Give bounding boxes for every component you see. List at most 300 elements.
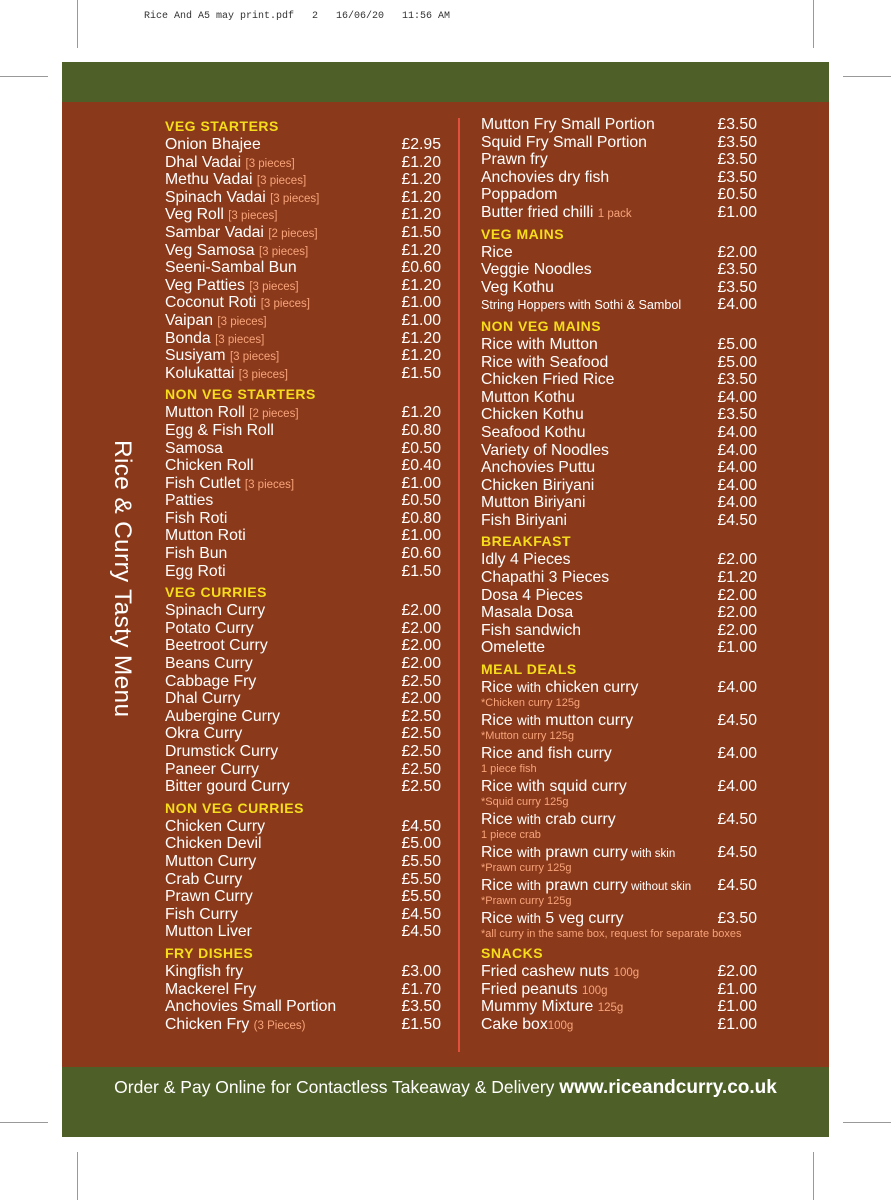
item-name: Okra Curry bbox=[165, 725, 243, 743]
menu-item bbox=[481, 186, 757, 204]
menu-item bbox=[165, 154, 441, 172]
item-note: [2 pieces] bbox=[268, 227, 318, 240]
footer-banner bbox=[62, 1074, 829, 1101]
item-name: Mummy Mixture bbox=[481, 998, 598, 1016]
menu-item bbox=[165, 1016, 441, 1034]
meal-name: Rice bbox=[481, 811, 517, 829]
item-price: £1.00 bbox=[717, 203, 757, 221]
item-name: Kolukattai bbox=[165, 364, 239, 382]
menu-item bbox=[481, 424, 757, 442]
meal-deal-item bbox=[481, 844, 757, 875]
menu-item bbox=[481, 604, 757, 622]
menu-item bbox=[165, 690, 441, 708]
item-name: Veggie Noodles bbox=[481, 261, 592, 279]
meal-deal-line bbox=[481, 811, 757, 829]
item-price: £4.00 bbox=[717, 388, 757, 406]
item-price: £1.50 bbox=[401, 1015, 441, 1033]
item-price: £1.20 bbox=[401, 188, 441, 206]
item-price: £1.00 bbox=[401, 294, 441, 312]
item-price: £2.50 bbox=[401, 672, 441, 690]
section-gap bbox=[165, 1033, 441, 1035]
item-name: Potato Curry bbox=[165, 619, 254, 637]
item-note: 100g bbox=[547, 1019, 574, 1032]
menu-item bbox=[165, 545, 441, 563]
item-note: [3 pieces] bbox=[258, 245, 309, 258]
item-name: Rice with Mutton bbox=[481, 335, 598, 353]
item-price: £0.80 bbox=[401, 509, 441, 527]
item-name: Fish Curry bbox=[165, 905, 238, 923]
menu-item bbox=[481, 998, 757, 1016]
section-heading: NON VEG STARTERS bbox=[165, 386, 316, 403]
item-name: Egg Roti bbox=[165, 562, 226, 580]
item-note: [3 pieces] bbox=[270, 192, 320, 205]
item-price: £1.20 bbox=[401, 171, 441, 189]
item-note: [3 pieces] bbox=[217, 315, 267, 328]
item-price: £2.50 bbox=[401, 725, 441, 743]
section-heading: NON VEG MAINS bbox=[481, 317, 602, 334]
menu-item bbox=[165, 330, 441, 348]
meal-note: 1 piece fish bbox=[481, 763, 537, 776]
item-name: Cabbage Fry bbox=[165, 672, 257, 690]
item-price: £1.00 bbox=[401, 311, 441, 329]
item-name: Mutton Roti bbox=[165, 527, 246, 545]
meal-deal-line bbox=[481, 712, 757, 730]
section-heading: VEG CURRIES bbox=[165, 584, 267, 601]
top-green-band bbox=[62, 62, 829, 102]
menu-item bbox=[481, 981, 757, 999]
footer-text: Order & Pay Online for Contactless Takeaway & Delivery bbox=[114, 1077, 560, 1097]
menu-item bbox=[165, 620, 441, 638]
item-name: Chicken Devil bbox=[165, 835, 262, 853]
menu-item bbox=[165, 527, 441, 545]
meal-name-with: with bbox=[517, 812, 542, 828]
item-price: £3.50 bbox=[717, 168, 757, 186]
menu-item bbox=[481, 442, 757, 460]
item-price: £2.00 bbox=[717, 586, 757, 604]
item-price: £2.00 bbox=[401, 619, 441, 637]
item-name: Chicken Roll bbox=[165, 457, 254, 475]
item-name: Coconut Roti bbox=[165, 294, 261, 312]
column-divider bbox=[458, 118, 460, 1052]
crop-mark bbox=[813, 1152, 814, 1200]
menu-item bbox=[481, 389, 757, 407]
menu-item bbox=[481, 406, 757, 424]
menu-item bbox=[165, 778, 441, 796]
meal-deal-item bbox=[481, 745, 757, 776]
menu-item bbox=[481, 963, 757, 981]
item-name: Beetroot Curry bbox=[165, 637, 268, 655]
meal-price: £4.00 bbox=[717, 745, 757, 763]
item-name: Prawn Curry bbox=[165, 888, 253, 906]
item-name: Chapathi 3 Pieces bbox=[481, 569, 610, 587]
meal-name-rest: chicken curry bbox=[541, 679, 639, 697]
item-name: Samosa bbox=[165, 439, 223, 457]
item-price: £1.50 bbox=[401, 562, 441, 580]
item-price: £1.00 bbox=[401, 527, 441, 545]
item-name: Chicken Fried Rice bbox=[481, 371, 615, 389]
meal-deal-line bbox=[481, 745, 757, 763]
item-name: Dhal Vadai bbox=[165, 153, 246, 171]
meal-name-with: with bbox=[517, 680, 542, 696]
item-price: £1.20 bbox=[401, 241, 441, 259]
meal-name-with: with bbox=[517, 911, 542, 927]
right-column bbox=[481, 116, 757, 1033]
item-price: £1.00 bbox=[401, 474, 441, 492]
item-name: Masala Dosa bbox=[481, 604, 574, 622]
menu-item bbox=[165, 171, 441, 189]
item-price: £3.50 bbox=[717, 406, 757, 424]
item-price: £4.50 bbox=[401, 905, 441, 923]
meal-deal-item bbox=[481, 778, 757, 809]
pdf-print-header: Rice And A5 may print.pdf 2 16/06/20 11:56 AM bbox=[144, 11, 451, 22]
menu-item bbox=[481, 494, 757, 512]
item-price: £3.50 bbox=[717, 278, 757, 296]
item-note: [3 pieces] bbox=[260, 298, 310, 311]
item-note: 100g bbox=[613, 967, 640, 980]
item-name: Fried peanuts bbox=[481, 980, 582, 998]
menu-item bbox=[165, 312, 441, 330]
item-name: Veg Roll bbox=[165, 206, 229, 224]
meal-deal-line bbox=[481, 910, 757, 928]
item-price: £1.20 bbox=[401, 153, 441, 171]
item-note: [2 pieces] bbox=[249, 408, 299, 421]
item-price: £5.00 bbox=[717, 353, 757, 371]
menu-item bbox=[165, 440, 441, 458]
menu-item bbox=[481, 569, 757, 587]
item-name: Mutton Roll bbox=[165, 404, 250, 422]
item-name: Mutton Fry Small Portion bbox=[481, 116, 655, 133]
item-price: £1.70 bbox=[401, 980, 441, 998]
item-name: Beans Curry bbox=[165, 655, 253, 673]
menu-item bbox=[481, 622, 757, 640]
item-price: £1.50 bbox=[401, 223, 441, 241]
menu-item bbox=[481, 371, 757, 389]
menu-item bbox=[165, 347, 441, 365]
crop-mark bbox=[77, 0, 78, 48]
item-name: Prawn fry bbox=[481, 151, 548, 169]
item-name: Anchovies dry fish bbox=[481, 168, 610, 186]
menu-item bbox=[165, 365, 441, 383]
menu-item bbox=[165, 963, 441, 981]
crop-mark bbox=[843, 76, 891, 77]
menu-item bbox=[481, 116, 757, 134]
item-price: £1.00 bbox=[717, 1015, 757, 1033]
meal-deal-line bbox=[481, 844, 757, 862]
menu-item bbox=[165, 259, 441, 277]
meal-deal-line bbox=[481, 778, 757, 796]
item-price: £1.20 bbox=[401, 347, 441, 365]
item-note: [3 pieces] bbox=[249, 280, 299, 293]
item-name: Onion Bhajee bbox=[165, 136, 261, 153]
item-price: £3.50 bbox=[717, 116, 757, 133]
item-price: £2.00 bbox=[717, 604, 757, 622]
menu-item bbox=[165, 206, 441, 224]
item-name: Omelette bbox=[481, 639, 546, 657]
item-price: £5.50 bbox=[401, 852, 441, 870]
menu-item bbox=[165, 743, 441, 761]
menu-item bbox=[165, 835, 441, 853]
menu-item bbox=[481, 261, 757, 279]
item-price: £5.50 bbox=[401, 888, 441, 906]
item-name: Fried cashew nuts bbox=[481, 963, 614, 981]
menu-item bbox=[481, 244, 757, 262]
item-note: [3 pieces] bbox=[256, 175, 307, 188]
meal-deal-line bbox=[481, 877, 757, 895]
item-price: £5.00 bbox=[401, 835, 441, 853]
item-price: £3.50 bbox=[717, 261, 757, 279]
item-price: £3.50 bbox=[401, 998, 441, 1016]
item-name: Mutton Kothu bbox=[481, 388, 575, 406]
meal-price: £4.50 bbox=[717, 844, 757, 862]
item-name: Mutton Liver bbox=[165, 923, 252, 941]
item-name: Seafood Kothu bbox=[481, 423, 586, 441]
menu-item bbox=[481, 459, 757, 477]
item-name: Susiyam bbox=[165, 347, 230, 365]
item-name: Butter fried chilli bbox=[481, 203, 598, 221]
item-price: £2.00 bbox=[717, 621, 757, 639]
item-name: Patties bbox=[165, 492, 214, 510]
item-price: £4.00 bbox=[717, 494, 757, 512]
menu-item bbox=[481, 279, 757, 297]
meal-deal-item bbox=[481, 910, 757, 941]
crop-mark bbox=[0, 1122, 48, 1123]
item-price: £1.20 bbox=[401, 404, 441, 422]
meal-name-rest: mutton curry bbox=[541, 712, 634, 730]
item-name: Chicken Curry bbox=[165, 817, 266, 835]
item-price: £2.95 bbox=[401, 136, 441, 153]
item-name: Variety of Noodles bbox=[481, 441, 609, 459]
menu-item bbox=[481, 169, 757, 187]
section-heading: SNACKS bbox=[481, 945, 544, 962]
menu-item bbox=[165, 998, 441, 1016]
item-price: £2.00 bbox=[717, 243, 757, 261]
item-price: £2.00 bbox=[717, 963, 757, 981]
item-note: 125g bbox=[597, 1002, 624, 1015]
meal-note: *Prawn curry 125g bbox=[481, 895, 572, 908]
item-price: £4.00 bbox=[717, 441, 757, 459]
item-price: £4.50 bbox=[401, 817, 441, 835]
item-name: Chicken Fry bbox=[165, 1015, 254, 1033]
menu-title: Rice & Curry Tasty Menu bbox=[109, 440, 136, 718]
item-note: 100g bbox=[581, 984, 608, 997]
meal-note: *Squid curry 125g bbox=[481, 796, 569, 809]
item-name: Chicken Kothu bbox=[481, 406, 584, 424]
menu-item bbox=[481, 639, 757, 657]
meal-price: £4.50 bbox=[717, 712, 757, 730]
item-name: Drumstick Curry bbox=[165, 743, 279, 760]
item-price: £2.00 bbox=[401, 637, 441, 655]
section-heading: FRY DISHES bbox=[165, 944, 254, 961]
item-price: £0.50 bbox=[401, 492, 441, 510]
meal-deal-item bbox=[481, 679, 757, 710]
meal-name-rest: prawn curry bbox=[541, 877, 628, 895]
item-price: £0.60 bbox=[401, 545, 441, 563]
menu-item bbox=[481, 336, 757, 354]
item-price: £3.50 bbox=[717, 151, 757, 169]
item-name: Dosa 4 Pieces bbox=[481, 586, 583, 604]
menu-item bbox=[481, 134, 757, 152]
section-heading: VEG STARTERS bbox=[165, 118, 279, 134]
item-price: £0.50 bbox=[401, 439, 441, 457]
item-name: Idly 4 Pieces bbox=[481, 551, 571, 569]
meal-name: Rice with squid curry bbox=[481, 778, 627, 796]
meal-note: *Mutton curry 125g bbox=[481, 730, 574, 743]
menu-item bbox=[481, 512, 757, 530]
meal-name-with: with bbox=[517, 713, 542, 729]
meal-note: *all curry in the same box, request for separate boxes bbox=[481, 928, 742, 941]
item-name: Dhal Curry bbox=[165, 690, 241, 708]
meal-name: Rice bbox=[481, 910, 517, 928]
item-price: £3.50 bbox=[717, 133, 757, 151]
item-price: £3.00 bbox=[401, 962, 441, 980]
menu-item bbox=[481, 587, 757, 605]
item-name: Veg Patties bbox=[165, 276, 250, 294]
item-name: Fish Cutlet bbox=[165, 474, 245, 492]
item-name: Squid Fry Small Portion bbox=[481, 133, 647, 151]
item-name: Fish Bun bbox=[165, 545, 228, 563]
item-name: Spinach Curry bbox=[165, 602, 266, 620]
meal-deal-line bbox=[481, 679, 757, 697]
item-name: Paneer Curry bbox=[165, 760, 259, 778]
meal-deal-item bbox=[481, 811, 757, 842]
menu-item bbox=[481, 1016, 757, 1034]
item-name: Aubergine Curry bbox=[165, 707, 281, 725]
item-price: £1.20 bbox=[717, 569, 757, 587]
item-name: Spinach Vadai bbox=[165, 188, 271, 206]
meal-name-tail: without skin bbox=[627, 881, 692, 894]
meal-deal-item bbox=[481, 712, 757, 743]
item-price: £4.00 bbox=[717, 476, 757, 494]
item-name: String Hoppers with Sothi & Sambol bbox=[481, 298, 682, 313]
menu-item bbox=[165, 923, 441, 941]
item-price: £4.50 bbox=[401, 923, 441, 941]
meal-name-rest: crab curry bbox=[541, 811, 616, 829]
item-name: Cake box bbox=[481, 1015, 548, 1033]
item-price: £4.50 bbox=[717, 511, 757, 529]
item-note: [3 pieces] bbox=[238, 368, 288, 381]
item-note: (3 Pieces) bbox=[253, 1019, 306, 1032]
item-price: £1.20 bbox=[401, 329, 441, 347]
left-column bbox=[165, 116, 441, 1035]
meal-note: 1 piece crab bbox=[481, 829, 541, 842]
menu-item bbox=[165, 725, 441, 743]
item-name: Fish Roti bbox=[165, 509, 228, 527]
meal-price: £4.00 bbox=[717, 679, 757, 697]
menu-item bbox=[165, 422, 441, 440]
meal-name-with: with bbox=[517, 845, 542, 861]
menu-item bbox=[165, 761, 441, 779]
item-price: £2.50 bbox=[401, 760, 441, 778]
item-name: Anchovies Small Portion bbox=[165, 998, 337, 1016]
item-name: Crab Curry bbox=[165, 870, 243, 888]
section-heading: MEAL DEALS bbox=[481, 661, 577, 678]
menu-item bbox=[481, 551, 757, 569]
crop-mark bbox=[77, 1152, 78, 1200]
item-price: £2.00 bbox=[717, 551, 757, 569]
crop-mark bbox=[843, 1122, 891, 1123]
meal-name: Rice and fish curry bbox=[481, 745, 612, 763]
meal-name: Rice bbox=[481, 679, 517, 697]
item-price: £2.50 bbox=[401, 707, 441, 725]
meal-price: £4.50 bbox=[717, 877, 757, 895]
item-name: Mutton Curry bbox=[165, 852, 257, 870]
meal-name: Rice bbox=[481, 877, 517, 895]
menu-item bbox=[165, 510, 441, 528]
menu-item bbox=[165, 242, 441, 260]
crop-mark bbox=[813, 0, 814, 48]
item-price: £2.50 bbox=[401, 778, 441, 796]
meal-name-tail: with skin bbox=[627, 848, 676, 861]
item-name: Sambar Vadai bbox=[165, 223, 269, 241]
item-name: Veg Samosa bbox=[165, 241, 259, 259]
meal-name: Rice bbox=[481, 712, 517, 730]
menu-item bbox=[165, 673, 441, 691]
item-name: Bitter gourd Curry bbox=[165, 778, 290, 796]
item-price: £4.00 bbox=[717, 423, 757, 441]
menu-item bbox=[165, 708, 441, 726]
item-price: £3.50 bbox=[717, 371, 757, 389]
item-price: £1.20 bbox=[401, 206, 441, 224]
menu-item bbox=[165, 906, 441, 924]
meal-name-rest: 5 veg curry bbox=[541, 910, 624, 928]
item-name: Veg Kothu bbox=[481, 278, 554, 296]
item-price: £2.00 bbox=[401, 655, 441, 673]
item-name: Seeni-Sambal Bun bbox=[165, 259, 297, 277]
item-name: Mutton Biriyani bbox=[481, 494, 586, 512]
item-name: Poppadom bbox=[481, 186, 558, 204]
item-name: Fish sandwich bbox=[481, 621, 582, 639]
item-price: £2.00 bbox=[401, 690, 441, 708]
meal-note: *Chicken curry 125g bbox=[481, 697, 581, 710]
menu-item bbox=[481, 151, 757, 169]
menu-item bbox=[165, 277, 441, 295]
menu-item bbox=[165, 294, 441, 312]
item-name: Mackerel Fry bbox=[165, 980, 257, 998]
item-name: Bonda bbox=[165, 329, 216, 347]
item-note: [3 pieces] bbox=[245, 157, 295, 170]
item-price: £0.50 bbox=[717, 186, 757, 204]
menu-item bbox=[165, 981, 441, 999]
item-note: [3 pieces] bbox=[229, 351, 280, 364]
item-price: £2.00 bbox=[401, 602, 441, 620]
item-note: [3 pieces] bbox=[215, 333, 265, 346]
item-price: £0.80 bbox=[401, 421, 441, 439]
item-price: £0.40 bbox=[401, 457, 441, 475]
item-name: Rice with Seafood bbox=[481, 353, 609, 371]
item-name: Anchovies Puttu bbox=[481, 459, 596, 477]
menu-item bbox=[165, 189, 441, 207]
website-link[interactable]: www.riceandcurry.co.uk bbox=[559, 1077, 777, 1098]
crop-mark bbox=[0, 76, 48, 77]
meal-price: £4.50 bbox=[717, 811, 757, 829]
item-price: £5.00 bbox=[717, 335, 757, 353]
item-note: [3 pieces] bbox=[228, 210, 278, 223]
item-price: £4.00 bbox=[717, 459, 757, 477]
menu-item bbox=[165, 224, 441, 242]
menu-item bbox=[165, 818, 441, 836]
menu-item bbox=[165, 136, 441, 154]
menu-item bbox=[165, 871, 441, 889]
menu-item bbox=[165, 602, 441, 620]
menu-item bbox=[165, 404, 441, 422]
menu-item bbox=[165, 655, 441, 673]
menu-item bbox=[481, 477, 757, 495]
item-name: Chicken Biriyani bbox=[481, 476, 595, 494]
item-price: £2.50 bbox=[401, 743, 441, 760]
item-note: 1 pack bbox=[597, 207, 632, 220]
meal-price: £4.00 bbox=[717, 778, 757, 796]
item-price: £1.00 bbox=[717, 639, 757, 657]
